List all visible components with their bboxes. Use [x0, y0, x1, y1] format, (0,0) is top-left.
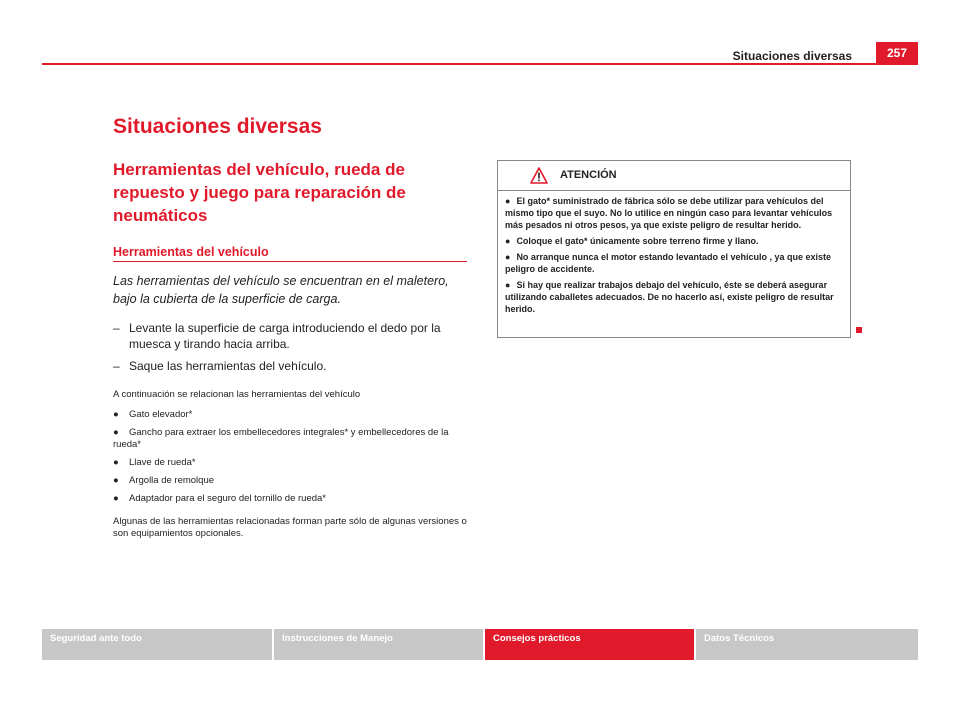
- subsection-rule: [113, 261, 467, 262]
- footer-nav: [42, 629, 918, 660]
- bullet-icon: ●: [113, 427, 119, 438]
- warning-title: ATENCIÓN: [560, 169, 617, 181]
- subsection-heading: Herramientas del vehículo: [113, 245, 269, 259]
- bullet-icon: ●: [505, 196, 511, 206]
- warning-header: [498, 161, 850, 191]
- tools-list-intro: A continuación se relacionan las herramientas del vehículo: [113, 389, 361, 400]
- bullet-icon: ●: [505, 280, 511, 290]
- tool-text: Adaptador para el seguro del tornillo de rueda*: [129, 493, 326, 504]
- step-dash: –: [113, 359, 120, 373]
- closing-text: Algunas de las herramientas relacionadas forman parte sólo de algunas versiones o son equipamientos opcionales.: [113, 516, 467, 539]
- footer-tab-datos[interactable]: Datos Técnicos: [694, 629, 918, 660]
- bullet-icon: ●: [113, 457, 119, 468]
- warning-text: Si hay que realizar trabajos debajo del vehículo, éste se deberá asegurar utilizando caballetes adecuados. De no hacerlo así, existe peligro de resultar herido.: [505, 280, 834, 314]
- instruction-step: [113, 358, 471, 374]
- page-heading: Situaciones diversas: [113, 115, 322, 138]
- warning-item: [505, 251, 842, 275]
- warning-text: No arranque nunca el motor estando levantado el vehículo , ya que existe peligro de accidente.: [505, 252, 832, 274]
- page-number: 257: [876, 42, 918, 65]
- bullet-icon: ●: [505, 252, 511, 262]
- warning-box: [497, 160, 851, 338]
- bullet-icon: ●: [113, 409, 119, 420]
- footer-tab-consejos[interactable]: Consejos prácticos: [483, 629, 694, 660]
- list-item: [113, 493, 471, 505]
- tool-text: Argolla de remolque: [129, 475, 215, 486]
- running-header-title: Situaciones diversas: [732, 49, 852, 63]
- instruction-step: [113, 320, 471, 352]
- step-text: Levante la superficie de carga introduciendo el dedo por la muesca y tirando hacia arriba.: [129, 321, 441, 351]
- bullet-icon: ●: [505, 236, 511, 246]
- warning-triangle-icon: [530, 167, 548, 184]
- list-item: [113, 457, 471, 469]
- tools-list: [113, 409, 471, 511]
- bullet-icon: ●: [113, 493, 119, 504]
- header-rule: [42, 63, 918, 65]
- bullet-icon: ●: [113, 475, 119, 486]
- tool-text: Gato elevador*: [129, 409, 193, 420]
- step-text: Saque las herramientas del vehículo.: [129, 359, 327, 373]
- warning-item: [505, 235, 842, 247]
- intro-text: Las herramientas del vehículo se encuentran en el maletero, bajo la cubierta de la superficie de carga.: [113, 274, 449, 306]
- warning-list: [498, 191, 850, 315]
- section-end-marker: [856, 327, 862, 333]
- tool-text: Llave de rueda*: [129, 457, 196, 468]
- list-item: [113, 409, 471, 421]
- list-item: [113, 475, 471, 487]
- warning-text: El gato* suministrado de fábrica sólo se debe utilizar para vehículos del mismo tipo que el suyo. No lo utilice en ningún caso para levantar vehículos más pesados ni otros pesos, ya que existe peligro de resultar herido.: [505, 196, 833, 230]
- footer-tab-instrucciones[interactable]: Instrucciones de Manejo: [272, 629, 483, 660]
- instruction-steps: [113, 320, 471, 380]
- tool-text: Gancho para extraer los embellecedores integrales* y embellecedores de la rueda*: [113, 427, 449, 450]
- warning-item: [505, 195, 842, 231]
- section-heading: Herramientas del vehículo, rueda de repuesto y juego para reparación de neumáticos: [113, 160, 406, 225]
- list-item: [113, 427, 471, 451]
- footer-tab-seguridad[interactable]: Seguridad ante todo: [42, 629, 272, 660]
- warning-text: Coloque el gato* únicamente sobre terreno firme y llano.: [516, 236, 759, 246]
- warning-item: [505, 279, 842, 315]
- step-dash: –: [113, 321, 120, 335]
